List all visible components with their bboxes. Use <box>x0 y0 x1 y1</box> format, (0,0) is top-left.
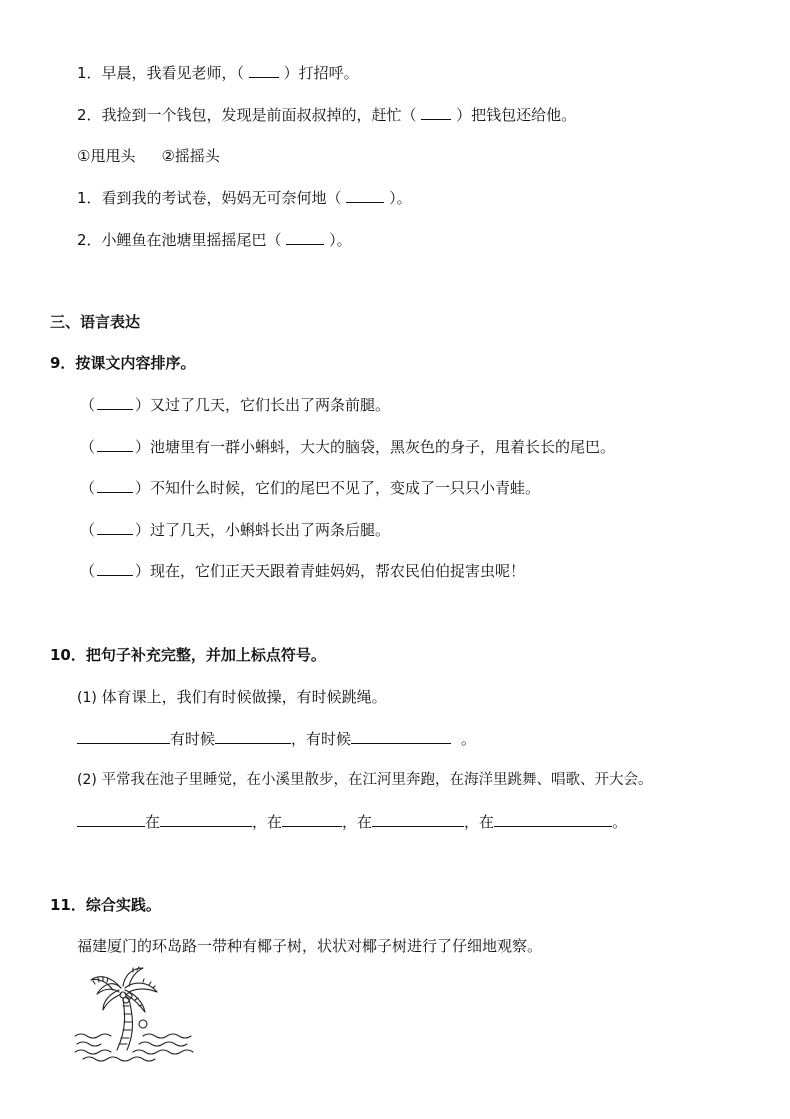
open-paren: （ <box>80 521 96 539</box>
item-text: 我捡到一个钱包，发现是前面叔叔掉的，赶忙（ <box>101 106 422 124</box>
answer-blank[interactable] <box>346 187 384 203</box>
question-10-title: 10．把句子补充完整，并加上标点符号。 <box>50 646 326 664</box>
answer-blank[interactable] <box>494 811 612 827</box>
item-3 <box>77 187 412 208</box>
answer-blank[interactable] <box>77 728 170 744</box>
item-number: 2． <box>77 231 102 249</box>
item-text: ）打招呼。 <box>278 64 359 82</box>
palm-tree-illustration <box>73 962 203 1062</box>
item-number: 1． <box>77 189 102 207</box>
item-text: 小鲤鱼在池塘里摇摇尾巴（ <box>101 231 287 249</box>
order-item-text: 现在，它们正天天跟着青蛙妈妈，帮农民伯伯捉害虫呢！ <box>150 562 526 580</box>
answer-blank[interactable] <box>372 811 464 827</box>
item-text: ）。 <box>324 231 352 249</box>
fill-end: 。 <box>612 813 628 831</box>
subquestion-text: 平常我在池子里睡觉，在小溪里散步，在江河里奔跑，在海洋里跳舞、唱歌、开大会。 <box>101 772 653 788</box>
q11-description: 福建厦门的环岛路一带种有椰子树，状状对椰子树进行了仔细地观察。 <box>77 937 543 955</box>
answer-blank[interactable] <box>421 104 451 120</box>
answer-blank[interactable] <box>77 811 145 827</box>
order-item-2 <box>80 437 615 457</box>
order-item-text: 过了几天，小蝌蚪长出了两条后腿。 <box>150 521 391 539</box>
order-blank[interactable] <box>97 395 133 410</box>
open-paren: （ <box>80 479 96 497</box>
item-1 <box>77 62 359 83</box>
option-2: ②摇摇头 <box>161 147 220 165</box>
close-paren: ） <box>135 396 151 414</box>
options-row <box>77 146 220 166</box>
order-item-1 <box>80 395 390 415</box>
item-text: 早晨，我看见老师，（ <box>101 64 249 82</box>
order-item-4 <box>80 520 390 540</box>
close-paren: ） <box>135 562 151 580</box>
fill-line-1 <box>77 728 476 749</box>
open-paren: （ <box>80 396 96 414</box>
order-item-5 <box>80 561 525 581</box>
answer-blank[interactable] <box>215 728 291 744</box>
question-9-title: 9．按课文内容排序。 <box>50 354 196 372</box>
answer-blank[interactable] <box>351 728 451 744</box>
item-text: ）。 <box>384 189 412 207</box>
answer-blank[interactable] <box>160 811 252 827</box>
option-1: ①甩甩头 <box>77 147 136 165</box>
subquestion-number: (1) <box>77 690 97 706</box>
answer-blank[interactable] <box>249 62 279 78</box>
fill-text: ，在 <box>342 813 373 831</box>
open-paren: （ <box>80 562 96 580</box>
item-number: 1． <box>77 64 102 82</box>
section-heading: 三、语言表达 <box>50 313 141 331</box>
item-2 <box>77 104 576 125</box>
order-blank[interactable] <box>97 437 133 452</box>
item-number: 2． <box>77 106 102 124</box>
order-item-text: 不知什么时候，它们的尾巴不见了，变成了一只只小青蛙。 <box>150 479 541 497</box>
order-blank[interactable] <box>97 561 133 576</box>
open-paren: （ <box>80 438 96 456</box>
order-item-text: 池塘里有一群小蝌蚪，大大的脑袋，黑灰色的身子，甩着长长的尾巴。 <box>150 438 616 456</box>
subquestion-2 <box>77 770 652 790</box>
fill-end: 。 <box>461 730 477 748</box>
fill-line-2 <box>77 811 627 832</box>
question-11-title: 11．综合实践。 <box>50 896 161 914</box>
fill-text: 在 <box>145 813 161 831</box>
order-blank[interactable] <box>97 520 133 535</box>
close-paren: ） <box>135 479 151 497</box>
order-blank[interactable] <box>97 478 133 493</box>
item-text: 看到我的考试卷，妈妈无可奈何地（ <box>101 189 347 207</box>
answer-blank[interactable] <box>286 229 324 245</box>
subquestion-1 <box>77 687 387 708</box>
item-4 <box>77 229 352 250</box>
close-paren: ） <box>135 521 151 539</box>
item-text: ）把钱包还给他。 <box>451 106 577 124</box>
subquestion-number: (2) <box>77 772 97 788</box>
fill-text: 有时候 <box>170 730 216 748</box>
order-item-3 <box>80 478 540 498</box>
answer-blank[interactable] <box>282 811 342 827</box>
fill-text: ，在 <box>252 813 283 831</box>
fill-text: ，有时候 <box>291 730 352 748</box>
fill-text: ，在 <box>464 813 495 831</box>
subquestion-text: 体育课上，我们有时候做操，有时候跳绳。 <box>101 688 387 706</box>
order-item-text: 又过了几天，它们长出了两条前腿。 <box>150 396 391 414</box>
close-paren: ） <box>135 438 151 456</box>
